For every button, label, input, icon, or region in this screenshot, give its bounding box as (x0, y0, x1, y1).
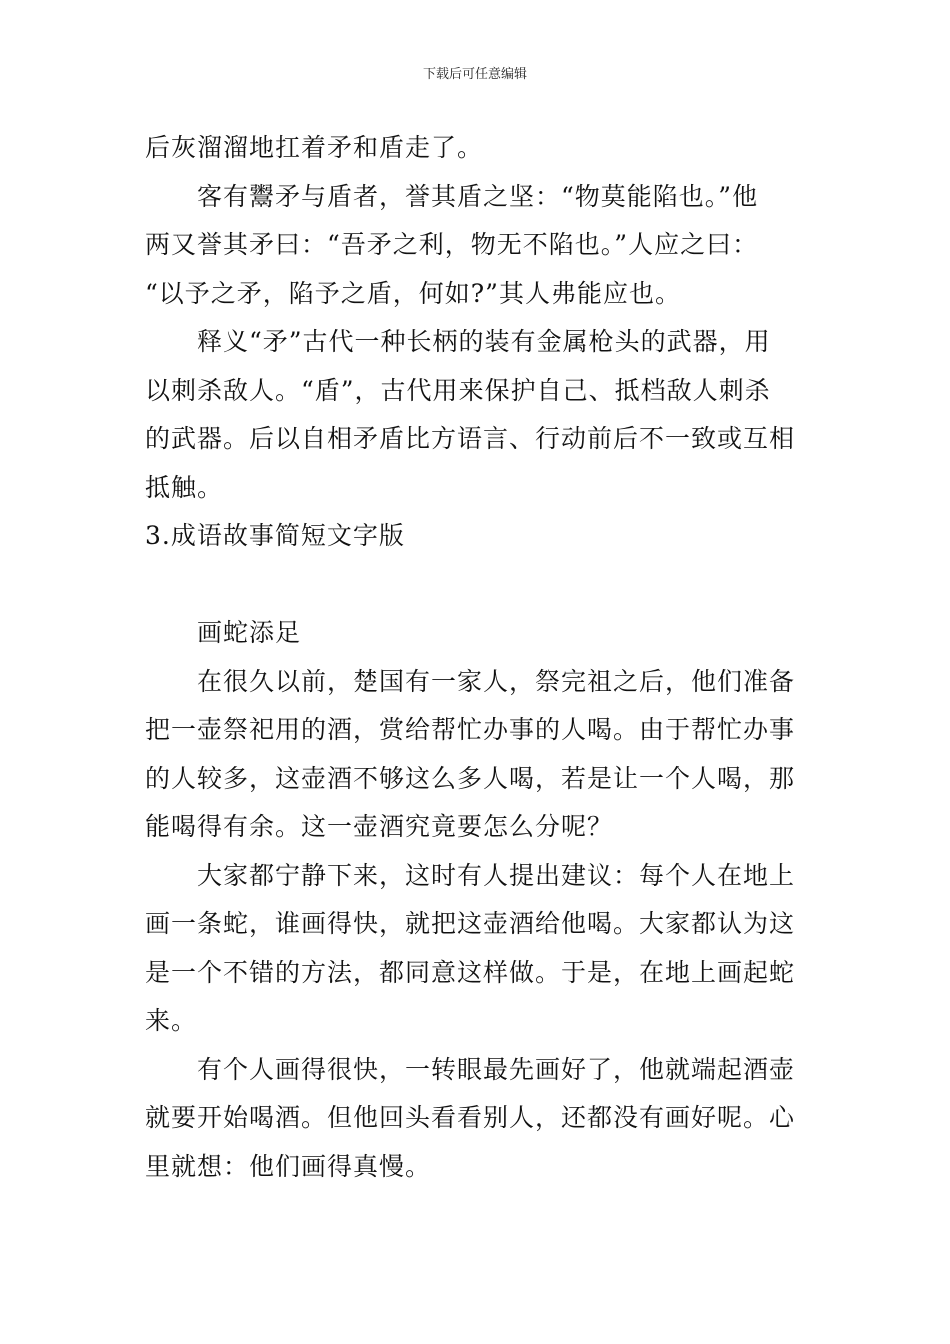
document-body (145, 124, 810, 1191)
text-line: 抵触。 (145, 472, 224, 502)
text-line: 3.成语故事简短文字版 (145, 521, 405, 550)
paragraph (145, 318, 810, 512)
section-heading (145, 512, 810, 561)
text-line: 画一条蛇，谁画得快，就把这壶酒给他喝。大家都认为这 (145, 909, 796, 938)
text-line: 以刺杀敌人。“盾”，古代用来保护自己、抵档敌人刺杀 (145, 375, 771, 405)
text-line: 里就想：他们画得真慢。 (145, 1151, 432, 1181)
text-line: 两又誉其矛曰：“吾矛之利，物无不陷也。”人应之曰： (145, 230, 759, 259)
paragraph (145, 852, 810, 1046)
text-line: 是一个不错的方法，都同意这样做。于是，在地上画起蛇 (145, 957, 796, 987)
text-line: 来。 (145, 1006, 198, 1035)
story-title (145, 609, 810, 658)
text-line: “以予之矛，陷予之盾，何如?”其人弗能应也。 (145, 278, 681, 308)
paragraph (145, 124, 810, 173)
text-line: 就要开始喝酒。但他回头看看别人，还都没有画好呢。心 (145, 1103, 796, 1132)
paragraph (145, 1046, 810, 1192)
text-line: 释义“矛”古代一种长柄的装有金属枪头的武器，用 (197, 327, 771, 356)
text-line: 能喝得有余。这一壶酒究竟要怎么分呢？ (145, 812, 614, 841)
text-line: 把一壶祭祀用的酒，赏给帮忙办事的人喝。由于帮忙办事 (145, 715, 796, 744)
text-line: 大家都宁静下来，这时有人提出建议：每个人在地上 (197, 860, 796, 890)
paragraph (145, 658, 810, 852)
text-line: 的武器。后以自相矛盾比方语言、行动前后不一致或互相 (145, 424, 796, 453)
text-line: 在很久以前，楚国有一家人，祭完祖之后，他们准备 (197, 666, 796, 696)
page-header: 下载后可任意编辑 (422, 67, 527, 82)
text-line: 客有鬻矛与盾者，誉其盾之坚：“物莫能陷也。”他 (197, 181, 759, 211)
text-line: 后灰溜溜地扛着矛和盾走了。 (145, 133, 484, 162)
text-line: 有个人画得很快，一转眼最先画好了，他就端起酒壶 (197, 1054, 796, 1084)
paragraph (145, 173, 810, 319)
text-line: 的人较多，这壶酒不够这么多人喝，若是让一个人喝，那 (145, 763, 796, 793)
text-line: 画蛇添足 (197, 618, 302, 647)
